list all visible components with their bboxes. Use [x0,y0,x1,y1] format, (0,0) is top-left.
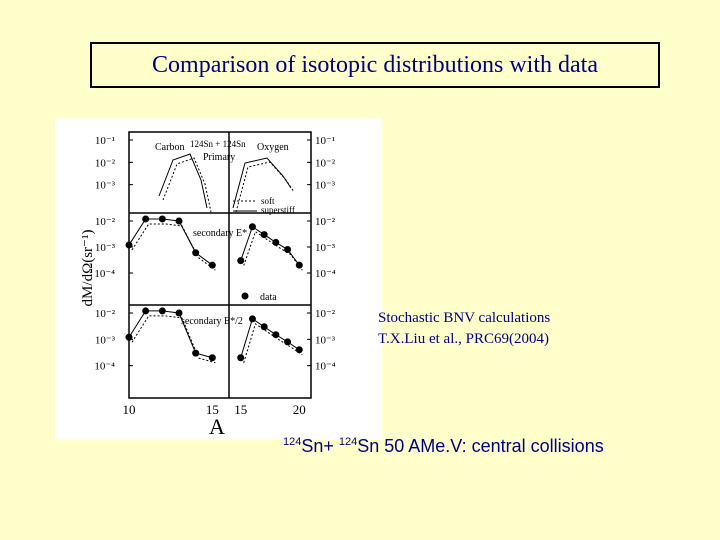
carbon-data-point [126,241,133,248]
label-oxygen: Oxygen [257,142,289,153]
oxygen-data-point [272,331,279,338]
oxygen-data-point [296,346,303,353]
x-axis-label: A [209,414,225,439]
mass-number-1: 124 [283,436,302,448]
oxygen-curve-dashed-row-1 [244,232,303,270]
oxygen-data-point [249,315,256,322]
y-tick-right: 10⁻⁴ [315,268,336,280]
carbon-data-point [209,262,216,269]
nucleus-2-and-conditions: Sn 50 AMe.V: central collisions [357,436,604,456]
carbon-data-point [209,354,216,361]
caption-line-1: Stochastic BNV calculations [378,310,551,326]
plot-frame [129,132,311,398]
y-tick-left: 10⁻³ [94,242,115,254]
oxygen-data-point [272,239,279,246]
oxygen-data-point [284,338,291,345]
carbon-data-point [142,307,149,314]
x-tick-right: 15 [234,402,248,417]
y-tick-left: 10⁻⁴ [94,360,115,373]
label-reaction: 124Sn + 124Sn [190,139,246,149]
y-tick-right: 10⁻³ [315,242,336,254]
y-tick-left: 10⁻³ [94,334,115,347]
oxygen-curve-solid-row-2 [241,319,300,358]
carbon-data-point [176,218,183,225]
oxygen-curve-dashed-row-2 [244,324,303,363]
oxygen-data-point [284,246,291,253]
oxygen-data-point [237,257,244,264]
carbon-data-point [159,215,166,222]
y-tick-right: 10⁻³ [315,179,336,192]
legend-soft-label: soft [261,196,275,206]
isotopic-distribution-figure [55,118,382,440]
y-tick-right: 10⁻¹ [315,135,336,147]
reaction-label [283,436,604,457]
nucleus-1: Sn+ [301,436,339,456]
label-primary: Primary [203,152,236,163]
label-carbon: Carbon [155,142,185,153]
oxygen-curve-solid-row-1 [241,227,300,265]
label-secondary: secondary E* [193,228,248,239]
oxygen-data-point [296,262,303,269]
carbon-data-point [192,249,199,256]
carbon-data-point [176,310,183,317]
carbon-data-point [159,307,166,314]
label-secondary-half: secondary E*/2 [181,316,243,327]
oxygen-data-point [261,231,268,238]
oxygen-data-point [249,223,256,230]
slide-title [90,42,660,88]
y-axis-label: dM/dΩ(sr⁻¹) [80,229,96,307]
y-tick-left: 10⁻² [94,157,115,170]
y-tick-right: 10⁻² [315,157,336,170]
oxygen-data-point [237,354,244,361]
figure-svg [55,118,382,440]
carbon-data-point [142,215,149,222]
carbon-data-point [192,350,199,357]
legend-superstiff-label: superstiff [261,205,295,215]
y-tick-right: 10⁻² [315,308,336,320]
y-tick-left: 10⁻² [94,308,115,320]
y-tick-left: 10⁻¹ [94,135,115,147]
y-tick-left: 10⁻² [94,216,115,228]
x-tick-left: 10 [122,402,136,417]
x-tick-left: 15 [205,402,219,417]
x-tick-right: 20 [292,402,306,417]
y-tick-right: 10⁻³ [315,334,336,347]
legend-data-marker [242,293,249,300]
y-tick-right: 10⁻⁴ [315,360,336,373]
slide-title-text: Comparison of isotopic distributions with data [152,51,598,78]
caption-line-2: T.X.Liu et al., PRC69(2004) [378,331,549,347]
caption [378,308,550,350]
y-tick-left: 10⁻³ [94,179,115,192]
y-tick-left: 10⁻⁴ [94,268,115,280]
y-tick-right: 10⁻² [315,216,336,228]
carbon-data-point [126,334,133,341]
mass-number-2: 124 [338,436,358,448]
legend-data-label: data [260,292,277,303]
oxygen-data-point [261,323,268,330]
